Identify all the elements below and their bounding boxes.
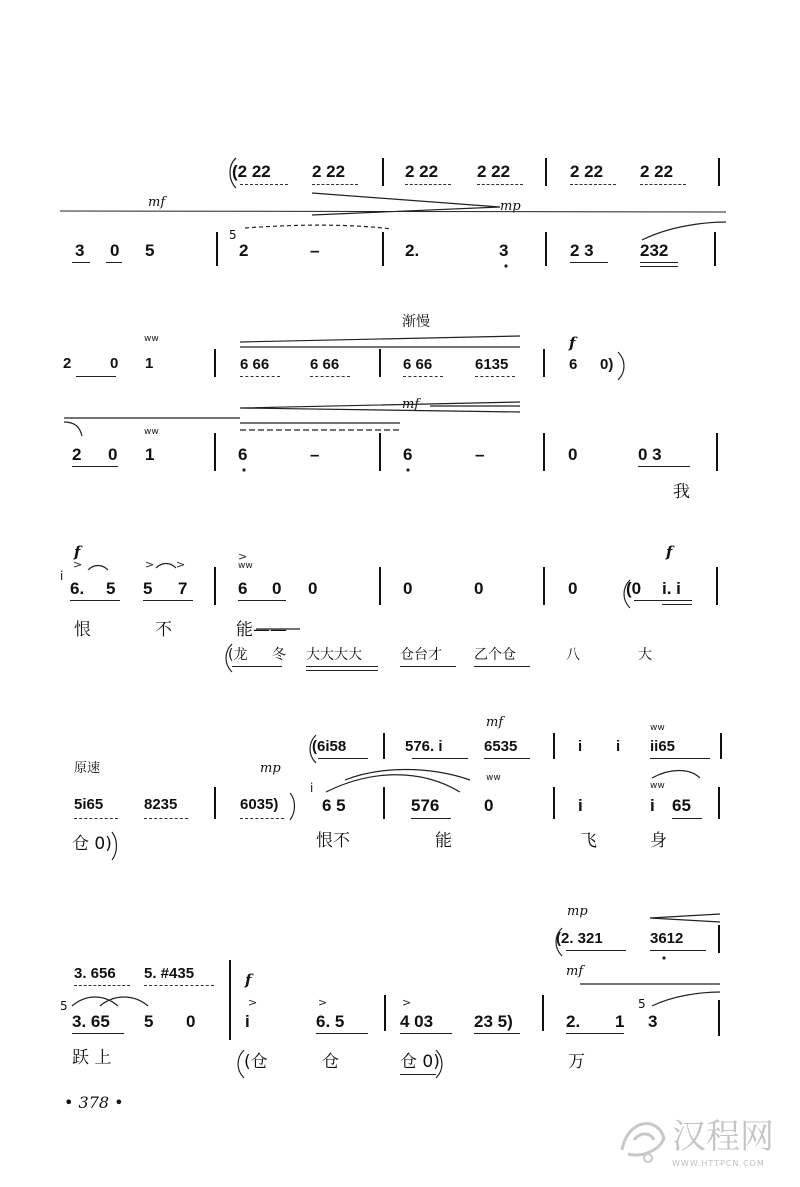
paren-icon — [226, 644, 232, 672]
lyric: 身 — [650, 831, 667, 851]
note-group: 8235 — [144, 796, 178, 813]
grace-note: 5 — [60, 999, 68, 1013]
note: 5 — [145, 241, 155, 260]
hairpin-icon — [650, 914, 720, 922]
note-group: 5i65 — [74, 796, 104, 813]
lyric: 能—— — [236, 620, 287, 640]
lyric: 飞 — [580, 831, 597, 851]
percussion-syllable: (龙 — [228, 647, 248, 663]
paren-icon — [230, 158, 236, 188]
note: 3 — [75, 241, 85, 260]
grace-note: i — [310, 781, 314, 795]
note: 3 — [499, 241, 509, 260]
paren-icon — [290, 793, 295, 820]
note-group: 0 3 — [638, 445, 662, 464]
note-group: 576. i — [405, 738, 443, 755]
dynamic-mark: mp — [567, 904, 588, 919]
lyric: 万 — [568, 1052, 585, 1072]
svg-text:ww: ww — [650, 723, 665, 733]
watermark-url: WWW.HTTPCN.COM — [672, 1159, 765, 1168]
note-group: 3612 — [650, 930, 684, 947]
note-group: 232 — [640, 241, 669, 260]
percussion-syllable: (仓 — [244, 1052, 268, 1072]
percussion-syllable: 乙个仓 — [474, 647, 516, 663]
svg-text:>: > — [176, 558, 186, 571]
note: 0 — [474, 579, 484, 598]
slur-icon — [64, 422, 82, 436]
slur-icon — [652, 771, 700, 779]
note: i — [616, 738, 621, 755]
grace-note: i — [60, 569, 64, 583]
percussion-syllable: 大大大大 — [306, 647, 362, 663]
note-group: 6 66 — [403, 356, 433, 373]
slur-icon — [245, 225, 392, 229]
note-group: 5. #435 — [144, 965, 195, 982]
note: – — [475, 445, 485, 464]
note: 6 — [238, 445, 248, 464]
slur-icon — [88, 566, 108, 571]
dynamic-mark: f — [666, 543, 673, 561]
note-group: 6 66 — [240, 356, 270, 373]
percussion-syllable: 大 — [638, 647, 652, 663]
note-group: 2 22 — [570, 162, 604, 181]
svg-text:>: > — [238, 550, 248, 563]
note: 5 — [106, 579, 116, 598]
note: 0 — [110, 355, 119, 372]
note: 0 — [568, 579, 578, 598]
note: 2 — [72, 445, 82, 464]
dynamic-mark: mf — [566, 964, 584, 979]
note: – — [310, 445, 320, 464]
dynamic-mark: mf — [486, 715, 504, 730]
note-group: 6535 — [484, 738, 518, 755]
percussion-syllable: 八 — [566, 647, 580, 663]
percussion-syllable: 仓台才 — [400, 647, 442, 663]
svg-text:>: > — [73, 558, 83, 571]
note-group: 2 22 — [477, 162, 511, 181]
percussion-syllable: 仓 0) — [400, 1052, 440, 1072]
note: 7 — [178, 579, 188, 598]
note: 1 — [615, 1012, 625, 1031]
note: 0 — [186, 1012, 196, 1031]
note-group: ii65 — [650, 738, 676, 755]
note: i — [245, 1012, 250, 1031]
note-group: 6035) — [240, 796, 279, 813]
percussion-syllable: 冬 — [272, 647, 286, 663]
note-group: (6i58 — [312, 738, 347, 755]
note: i — [578, 796, 583, 815]
slur-icon — [326, 775, 460, 792]
dynamic-mark: mf — [148, 195, 166, 210]
paren-icon — [112, 832, 117, 860]
lyric: 恨 — [74, 620, 91, 640]
lyric: 我 — [673, 482, 690, 502]
dynamic-mark: mp — [500, 199, 521, 214]
note: 6 — [569, 356, 578, 373]
note-group: i. i — [662, 579, 681, 598]
note: 6 — [238, 579, 248, 598]
note-group: 6. 5 — [316, 1012, 345, 1031]
note: 0 — [484, 796, 494, 815]
note-group: 6 5 — [322, 796, 346, 815]
note: 0) — [600, 356, 614, 373]
tempo-marking: 渐慢 — [402, 314, 430, 330]
paren-icon — [618, 352, 624, 380]
lyric: 仓 0) — [72, 834, 112, 854]
note: 5 — [143, 579, 153, 598]
note: 0 — [108, 445, 118, 464]
svg-text:ww: ww — [144, 334, 159, 344]
note-group: (2 22 — [232, 162, 271, 181]
note-group: 65 — [672, 796, 691, 815]
svg-text:ww: ww — [238, 561, 253, 571]
note-group: 2 22 — [405, 162, 439, 181]
tempo-marking: 原速 — [74, 761, 101, 776]
dynamic-mark: mp — [260, 761, 281, 776]
slur-icon — [642, 222, 726, 240]
watermark-text: 汉程网 — [672, 1117, 774, 1157]
note-group: 2 22 — [312, 162, 346, 181]
slur-icon — [72, 997, 118, 1006]
note: 2. — [566, 1012, 581, 1031]
dynamic-mark: f — [74, 543, 81, 561]
note: 0 — [568, 445, 578, 464]
slur-icon — [100, 997, 148, 1006]
note: i — [578, 738, 583, 755]
paren-icon — [556, 928, 562, 956]
note: – — [310, 241, 320, 260]
note: 2. — [405, 241, 420, 260]
dynamic-mark: f — [245, 971, 252, 989]
note: 5 — [144, 1012, 154, 1031]
lyric: 能 — [435, 831, 452, 851]
svg-text:>: > — [248, 996, 258, 1009]
svg-text:ww: ww — [650, 781, 665, 791]
dynamic-mark: f — [569, 334, 576, 352]
paren-icon — [624, 580, 630, 608]
note-group: 6135 — [475, 356, 509, 373]
slur-icon — [156, 564, 176, 569]
paren-icon — [310, 735, 316, 763]
note-group: 3. 65 — [72, 1012, 110, 1031]
svg-text:ww: ww — [486, 773, 501, 783]
lyric: 跃 上 — [72, 1048, 112, 1068]
dynamic-mark: mf — [402, 397, 420, 412]
note: 0 — [272, 579, 282, 598]
note-group: 2 3 — [570, 241, 594, 260]
note: 1 — [145, 355, 154, 372]
note-group: 23 5) — [474, 1012, 513, 1031]
note: i — [650, 796, 655, 815]
note: 2 — [63, 355, 72, 372]
note-group: 3. 656 — [74, 965, 116, 982]
note: 3 — [648, 1012, 658, 1031]
percussion-syllable: 仓 — [322, 1052, 339, 1072]
note-group: (2. 321 — [556, 930, 603, 947]
svg-text:>: > — [402, 996, 412, 1009]
note: 6. — [70, 579, 85, 598]
lyric: 不 — [155, 620, 172, 640]
paren-icon — [436, 1050, 442, 1078]
note-group: 4 03 — [400, 1012, 434, 1031]
note: (0 — [626, 579, 642, 598]
note: 0 — [110, 241, 120, 260]
grace-note: 5 — [638, 997, 646, 1011]
note: 6 — [403, 445, 413, 464]
svg-text:ww: ww — [144, 427, 159, 437]
slur-icon — [652, 992, 720, 1006]
svg-text:>: > — [145, 558, 155, 571]
note-group: 2 22 — [640, 162, 674, 181]
note: 0 — [308, 579, 318, 598]
lyric: 恨不 — [316, 831, 350, 851]
grace-note: 5 — [229, 228, 237, 242]
paren-icon — [238, 1050, 244, 1078]
hairpin-icon — [240, 402, 520, 412]
note: 1 — [145, 445, 155, 464]
page-number: • 378 • — [64, 1093, 124, 1112]
note-group: 6 66 — [310, 356, 340, 373]
note: 0 — [403, 579, 413, 598]
note: 2 — [239, 241, 249, 260]
svg-text:>: > — [318, 996, 328, 1009]
note-group: 576 — [411, 796, 440, 815]
